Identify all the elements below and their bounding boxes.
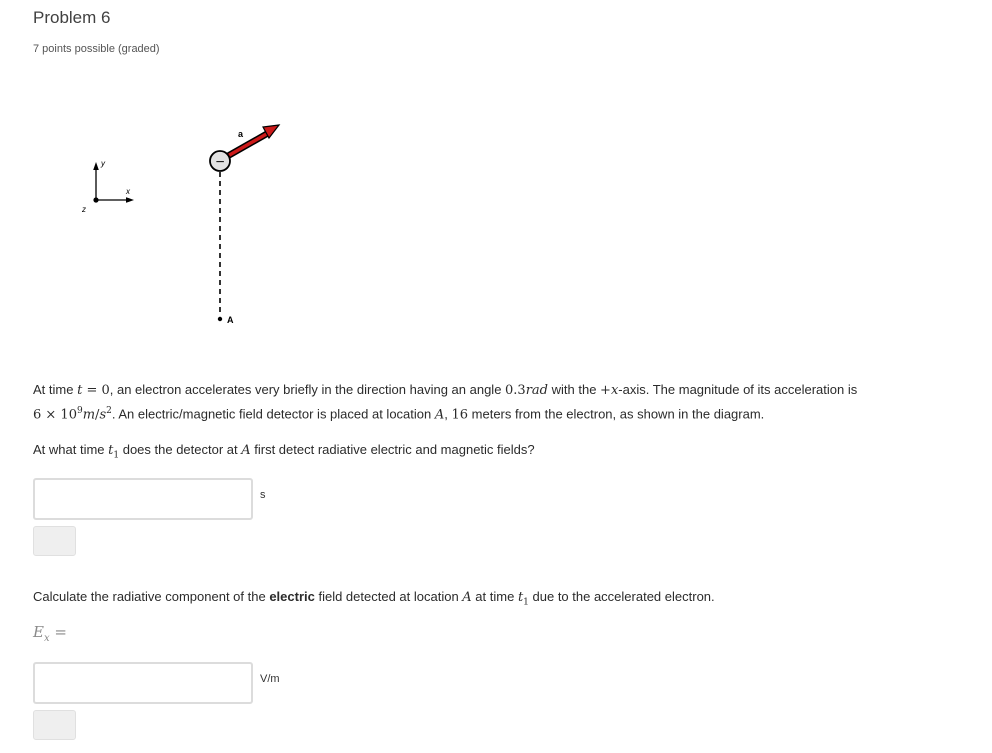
diagram bbox=[70, 110, 330, 340]
problem-description: At time t = 0, an electron accelerates very briefly in the direction having an angle 0.3rad with the +x-axis. The magnitude of its acceleration is $6 \times 10^9m/s^2$. An electric/magnetic field detector is placed at location A, 16 meters from the electron, as shown in the diagram. bbox=[33, 382, 858, 423]
question-electric-field: Calculate the radiative component of the electric field detected at location A at time $t_1$ due to the accelerated electron. bbox=[33, 589, 715, 608]
y-arrow-icon bbox=[93, 162, 99, 170]
ex-equation-label: $E_x$ = bbox=[33, 623, 67, 644]
efield-answer-input[interactable] bbox=[33, 662, 253, 704]
acceleration-arrow bbox=[226, 125, 279, 157]
points-possible: 7 points possible (graded) bbox=[33, 43, 160, 55]
x-arrow-icon bbox=[126, 197, 134, 203]
electron-charge-label: − bbox=[214, 154, 226, 169]
acceleration-label: a bbox=[238, 129, 244, 139]
time-answer-input[interactable] bbox=[33, 478, 253, 520]
z-dot-icon bbox=[93, 197, 98, 202]
z-axis-label: z bbox=[82, 205, 86, 214]
x-axis-label: x bbox=[126, 187, 130, 196]
time-unit-label: s bbox=[260, 489, 266, 501]
problem-title: Problem 6 bbox=[33, 8, 111, 27]
time-submit-button[interactable] bbox=[33, 526, 76, 556]
efield-unit-label: V/m bbox=[260, 673, 280, 685]
question-time: At what time $t_1$ does the detector at A first detect radiative electric and magnetic fields? bbox=[33, 442, 535, 461]
location-a-label: A bbox=[227, 315, 234, 325]
y-axis-label: y bbox=[101, 159, 105, 168]
axes bbox=[81, 159, 134, 214]
efield-submit-button[interactable] bbox=[33, 710, 76, 740]
location-a-dot-icon bbox=[218, 317, 222, 321]
electron bbox=[210, 151, 230, 171]
